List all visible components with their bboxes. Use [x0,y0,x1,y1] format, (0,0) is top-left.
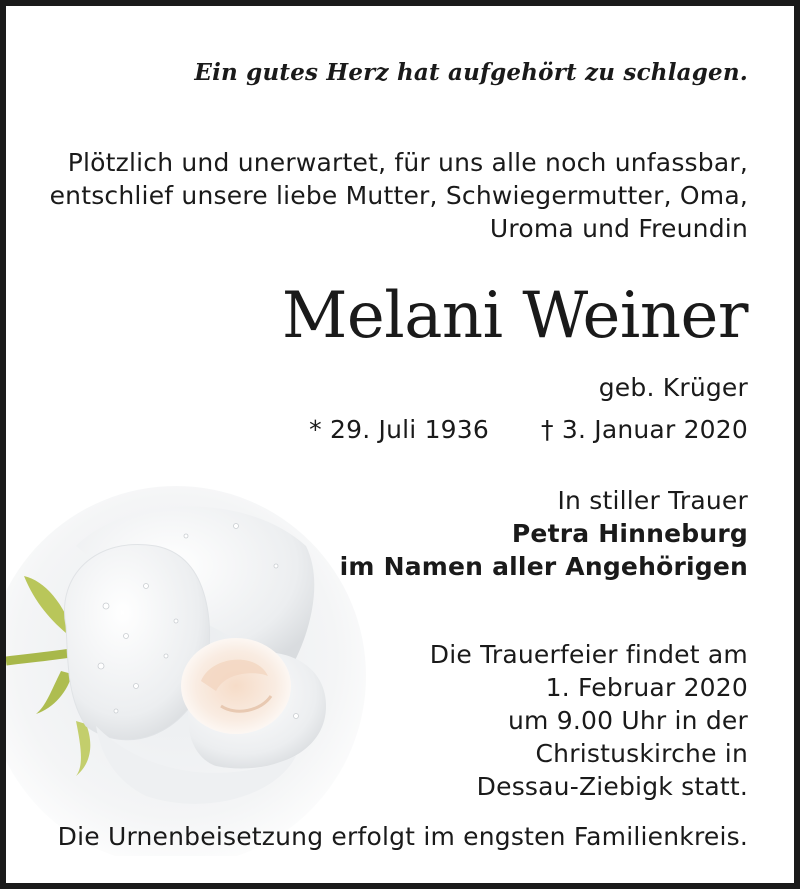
intro-line: Plötzlich und unerwartet, für uns alle noch unfassbar, [67,148,748,177]
intro-line: Uroma und Freundin [489,214,748,243]
urn-notice: Die Urnenbeisetzung erfolgt im engsten Familienkreis. [57,822,748,851]
funeral-line: Christuskirche in [535,739,748,768]
funeral-line: Dessau-Ziebigk statt. [476,772,748,801]
deceased-name: Melani Weiner [281,279,748,353]
on-behalf-line: im Namen aller Angehörigen [339,552,748,581]
motto: Ein gutes Herz hat aufgehört zu schlagen. [194,59,748,86]
intro-line: entschlief unsere liebe Mutter, Schwiegermutter, Oma, [49,181,748,210]
mourning-block [340,484,748,583]
maiden-name: geb. Krüger [598,373,748,402]
life-dates [309,413,748,446]
obituary-text [6,6,794,883]
funeral-line: um 9.00 Uhr in der [508,706,748,735]
mourner-name: Petra Hinneburg [511,519,748,548]
intro-text [50,146,748,245]
death-date: † 3. Januar 2020 [541,415,748,444]
funeral-line: 1. Februar 2020 [545,673,748,702]
funeral-line: Die Trauerfeier findet am [429,640,748,669]
mourning-line: In stiller Trauer [557,486,748,515]
funeral-info [430,638,748,803]
birth-date: * 29. Juli 1936 [309,415,489,444]
